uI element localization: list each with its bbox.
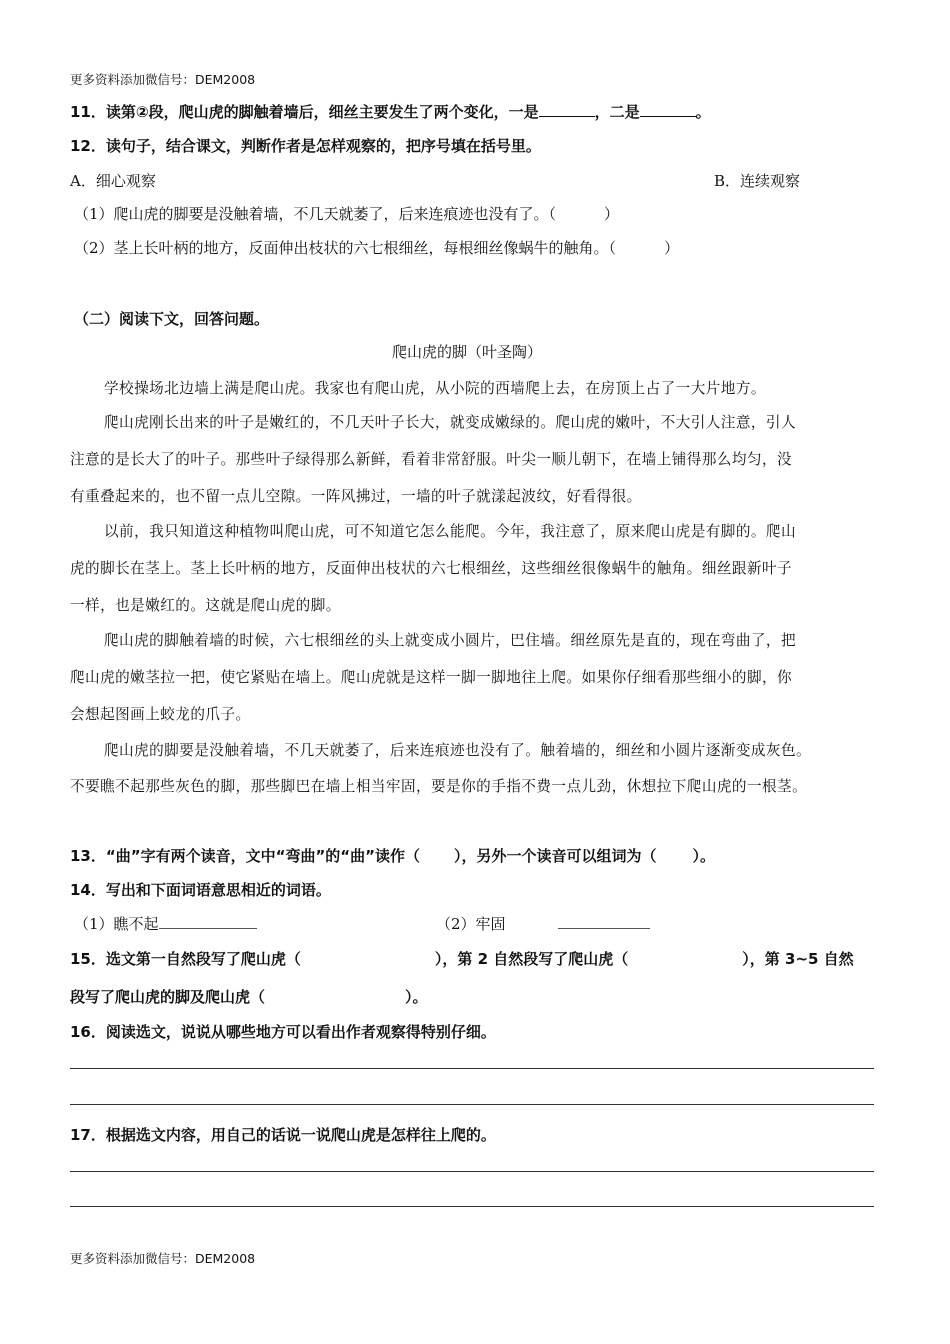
passage-line: 以前，我只知道这种植物叫爬山虎，可不知道它怎么能爬。今年，我注意了，原来爬山虎是有脚的。爬山 bbox=[104, 523, 797, 540]
answer-blank-11a[interactable] bbox=[539, 102, 595, 117]
question-13 bbox=[70, 845, 715, 866]
item-1-text: （1）爬山虎的脚要是没触着墙，不几天就萎了，后来连痕迹也没有了。（ bbox=[74, 205, 557, 223]
passage-line: 会想起图画上蛟龙的爪子。 bbox=[70, 706, 251, 723]
question-12: 12．读句子，结合课文，判断作者是怎样观察的，把序号填在括号里。 bbox=[70, 137, 541, 155]
answer-line[interactable] bbox=[70, 1068, 874, 1069]
option-a: A．细心观察 bbox=[70, 172, 156, 190]
passage-line: 一样，也是嫩红的。这就是爬山虎的脚。 bbox=[70, 597, 341, 614]
passage-title: 爬山虎的脚（叶圣陶） bbox=[392, 343, 543, 361]
page-header: 更多资料添加微信号：DEM2008 bbox=[70, 72, 256, 87]
passage-line: 不要瞧不起那些灰色的脚，那些脚巴在墙上相当牢固，要是你的手指不费一点儿劲，休想拉下爬山虎的一根茎。 bbox=[70, 778, 808, 795]
question-15 bbox=[70, 948, 854, 969]
question-15-cont bbox=[70, 986, 428, 1007]
passage-line: 爬山虎的脚触着墙的时候，六七根细丝的头上就变成小圆片，巴住墙。细丝原先是直的，现在弯曲了，把 bbox=[104, 632, 797, 649]
option-b: B．连续观察 bbox=[714, 172, 801, 190]
question-15-text: 15．选文第一自然段写了爬山虎（ bbox=[70, 950, 301, 968]
answer-blank-14b[interactable] bbox=[558, 914, 650, 929]
question-17: 17．根据选文内容，用自己的话说一说爬山虎是怎样往上爬的。 bbox=[70, 1126, 496, 1144]
question-11-text-mid: ，二是 bbox=[594, 103, 640, 121]
question-15-text-mid: ），第 2 自然段写了爬山虎（ bbox=[434, 950, 629, 968]
passage-line: 虎的脚长在茎上。茎上长叶柄的地方，反面伸出枝状的六七根细丝，这些细丝很像蜗牛的触角。细丝跟新叶子 bbox=[70, 560, 793, 577]
item-2-text: （2）茎上长叶柄的地方，反面伸出枝状的六七根细丝，每根细丝像蜗牛的触角。（ bbox=[74, 239, 617, 257]
question-15-text-mid2: ），第 3~5 自然 bbox=[742, 950, 854, 968]
section-heading: （二）阅读下文，回答问题。 bbox=[74, 310, 270, 328]
question-15-text-end: ）。 bbox=[405, 988, 428, 1006]
question-12-item-2 bbox=[74, 237, 679, 258]
question-11-text-end: 。 bbox=[695, 103, 711, 121]
question-13-text-mid: ），另外一个读音可以组词为（ bbox=[454, 847, 657, 865]
answer-line[interactable] bbox=[70, 1206, 874, 1207]
answer-blank-11b[interactable] bbox=[640, 102, 696, 117]
item-2-close: ） bbox=[664, 239, 680, 257]
passage-line: 有重叠起来的，也不留一点儿空隙。一阵风拂过，一墙的叶子就漾起波纹，好看得很。 bbox=[70, 488, 642, 505]
question-13-text: 13．“曲”字有两个读音，文中“弯曲”的“曲”读作（ bbox=[70, 847, 421, 865]
passage-line: 爬山虎刚长出来的叶子是嫩红的，不几天叶子长大，就变成嫩绿的。爬山虎的嫩叶，不大引人注意，引人 bbox=[104, 414, 797, 431]
question-11-text: 11．读第②段，爬山虎的脚触着墙后，细丝主要发生了两个变化，一是 bbox=[70, 103, 539, 121]
answer-line[interactable] bbox=[70, 1104, 874, 1105]
question-13-text-end: ）。 bbox=[692, 847, 716, 865]
answer-blank-14a[interactable] bbox=[159, 914, 257, 929]
question-11 bbox=[70, 101, 711, 122]
question-16: 16．阅读选文，说说从哪些地方可以看出作者观察得特别仔细。 bbox=[70, 1023, 496, 1041]
question-12-item-1 bbox=[74, 203, 619, 224]
question-14: 14．写出和下面词语意思相近的词语。 bbox=[70, 881, 331, 899]
page-footer: 更多资料添加微信号：DEM2008 bbox=[70, 1251, 256, 1266]
passage-line: 学校操场北边墙上满是爬山虎。我家也有爬山虎，从小院的西墙爬上去，在房顶上占了一大片地方。 bbox=[104, 380, 766, 397]
question-14-item-1 bbox=[74, 913, 257, 934]
answer-line[interactable] bbox=[70, 1171, 874, 1172]
item-1-label: （1）瞧不起 bbox=[74, 915, 159, 933]
passage-line: 爬山虎的脚要是没触着墙，不几天就萎了，后来连痕迹也没有了。触着墙的，细丝和小圆片逐渐变成灰色。 bbox=[104, 742, 812, 759]
item-2-label: （2）牢固 bbox=[436, 915, 506, 933]
question-15-text-cont: 段写了爬山虎的脚及爬山虎（ bbox=[70, 988, 266, 1006]
passage-line: 爬山虎的嫩茎拉一把，使它紧贴在墙上。爬山虎就是这样一脚一脚地往上爬。如果你仔细看那些细小的脚，你 bbox=[70, 669, 793, 686]
item-1-close: ） bbox=[604, 205, 620, 223]
question-14-item-2 bbox=[436, 913, 650, 934]
passage-line: 注意的是长大了的叶子。那些叶子绿得那么新鲜，看着非常舒服。叶尖一顺儿朝下，在墙上铺得那么均匀，没 bbox=[70, 451, 793, 468]
